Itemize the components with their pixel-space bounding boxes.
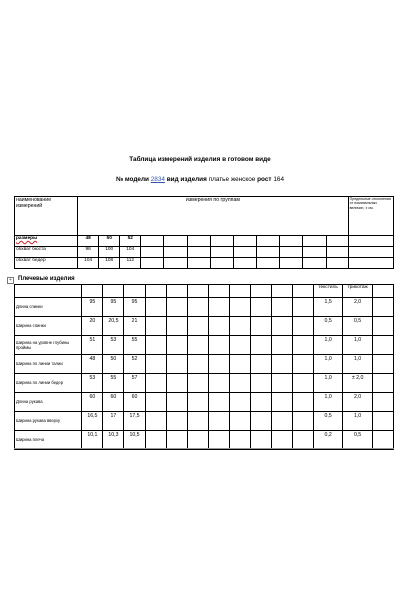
empty-cell: [187, 258, 210, 269]
empty-cell: [271, 431, 292, 450]
value-cell: 51: [82, 336, 103, 355]
empty-cell: [187, 393, 208, 412]
row-name: Ширина по линии бедер: [15, 374, 82, 393]
empty-cell: [208, 336, 229, 355]
empty-cell: [141, 236, 164, 247]
type-label: вид изделия: [166, 176, 207, 183]
empty-cell: [372, 298, 393, 317]
empty-cell: [166, 412, 187, 431]
empty-cell: [372, 285, 393, 298]
empty-cell: [229, 412, 250, 431]
empty-cell: [303, 258, 326, 269]
empty-cell: [229, 285, 250, 298]
empty-cell: [250, 374, 271, 393]
textile-header: текстиль: [313, 285, 342, 298]
value-cell: 20,5: [103, 317, 124, 336]
empty-cell: [145, 355, 166, 374]
empty-cell: [187, 355, 208, 374]
empty-cell: [187, 317, 208, 336]
groups-header: измерения по группам: [78, 197, 349, 236]
empty-cell: [271, 412, 292, 431]
table-row: [15, 247, 394, 258]
section-header-row: [15, 285, 394, 298]
value-cell: 10,5: [124, 431, 145, 450]
value-cell: 17,5: [124, 412, 145, 431]
empty-cell: [292, 355, 313, 374]
empty-cell: [166, 355, 187, 374]
empty-cell: [271, 336, 292, 355]
sizes-row: [15, 236, 394, 247]
empty-cell: [348, 258, 393, 269]
empty-cell: [250, 431, 271, 450]
empty-cell: [208, 412, 229, 431]
empty-cell: [208, 431, 229, 450]
empty-cell: [292, 393, 313, 412]
empty-cell: [229, 431, 250, 450]
value-cell: 96: [78, 247, 99, 258]
empty-cell: [372, 412, 393, 431]
value-cell: 53: [82, 374, 103, 393]
table-move-handle[interactable]: +: [7, 277, 14, 284]
value-cell: 21: [124, 317, 145, 336]
empty-cell: [348, 247, 393, 258]
empty-cell: [166, 317, 187, 336]
knit-tolerance: ± 2,0: [343, 374, 372, 393]
empty-cell: [187, 431, 208, 450]
empty-cell: [250, 317, 271, 336]
empty-cell: [164, 236, 187, 247]
empty-cell: [292, 412, 313, 431]
empty-cell: [145, 317, 166, 336]
empty-cell: [210, 258, 233, 269]
model-number: 2834: [150, 176, 165, 183]
value-cell: 60: [124, 393, 145, 412]
textile-tolerance: 0,5: [313, 317, 342, 336]
empty-cell: [250, 355, 271, 374]
empty-cell: [280, 247, 303, 258]
value-cell: 60: [82, 393, 103, 412]
empty-cell: [257, 236, 280, 247]
empty-cell: [229, 317, 250, 336]
value-cell: 100: [99, 247, 120, 258]
empty-cell: [166, 374, 187, 393]
shoulder-garments-table: [14, 284, 394, 450]
empty-cell: [141, 247, 164, 258]
empty-cell: [187, 336, 208, 355]
empty-cell: [250, 285, 271, 298]
row-name: Ширина рукава вверху: [15, 412, 82, 431]
row-name: обхват бедер: [15, 258, 78, 269]
empty-cell: [141, 258, 164, 269]
size-cell: 48: [78, 236, 99, 247]
table-row: [15, 393, 394, 412]
empty-cell: [271, 355, 292, 374]
textile-tolerance: 1,0: [313, 374, 342, 393]
empty-cell: [145, 374, 166, 393]
empty-cell: [326, 236, 348, 247]
empty-cell: [208, 393, 229, 412]
value-cell: 10,3: [103, 431, 124, 450]
knit-tolerance: 2,0: [343, 298, 372, 317]
empty-cell: [208, 285, 229, 298]
model-line: [0, 176, 400, 183]
empty-cell: [145, 285, 166, 298]
empty-cell: [280, 258, 303, 269]
table-row: [15, 374, 394, 393]
textile-tolerance: 0,2: [313, 431, 342, 450]
empty-cell: [250, 298, 271, 317]
empty-cell: [372, 336, 393, 355]
empty-cell: [103, 285, 124, 298]
table-header-row: [15, 197, 394, 236]
textile-tolerance: 1,0: [313, 355, 342, 374]
empty-cell: [166, 393, 187, 412]
empty-cell: [372, 374, 393, 393]
empty-cell: [208, 374, 229, 393]
value-cell: 60: [103, 393, 124, 412]
name-header: наименование измерений: [15, 197, 78, 236]
empty-cell: [271, 285, 292, 298]
empty-cell: [208, 298, 229, 317]
empty-cell: [229, 336, 250, 355]
row-name: Длина спинки: [15, 298, 82, 317]
empty-cell: [229, 298, 250, 317]
row-name: Длина рукава: [15, 393, 82, 412]
empty-cell: [303, 247, 326, 258]
empty-cell: [233, 247, 256, 258]
value-cell: 95: [103, 298, 124, 317]
empty-cell: [326, 247, 348, 258]
value-cell: 48: [82, 355, 103, 374]
empty-cell: [229, 393, 250, 412]
value-cell: 95: [82, 298, 103, 317]
knit-tolerance: 1,0: [343, 336, 372, 355]
size-cell: 50: [99, 236, 120, 247]
empty-cell: [82, 285, 103, 298]
empty-cell: [326, 258, 348, 269]
empty-cell: [187, 412, 208, 431]
empty-cell: [372, 317, 393, 336]
row-name: Ширина спинки: [15, 317, 82, 336]
value-cell: 95: [124, 298, 145, 317]
empty-cell: [208, 317, 229, 336]
empty-cell: [208, 355, 229, 374]
knit-header: трикотаж: [343, 285, 372, 298]
empty-cell: [250, 412, 271, 431]
knit-tolerance: 1,0: [343, 412, 372, 431]
size-cell: 52: [120, 236, 141, 247]
value-cell: 20: [82, 317, 103, 336]
empty-cell: [372, 431, 393, 450]
empty-cell: [187, 247, 210, 258]
empty-cell: [145, 336, 166, 355]
empty-cell: [372, 355, 393, 374]
textile-tolerance: 1,5: [313, 298, 342, 317]
value-cell: 55: [103, 374, 124, 393]
knit-tolerance: 0,5: [343, 317, 372, 336]
table-row: [15, 336, 394, 355]
knit-tolerance: 1,0: [343, 355, 372, 374]
empty-cell: [166, 285, 187, 298]
row-name: Ширина плеча: [15, 431, 82, 450]
tolerance-header: Предельные отклонения от номинальных величин, ± см.: [348, 197, 393, 236]
value-cell: 57: [124, 374, 145, 393]
table-row: [15, 317, 394, 336]
empty-cell: [292, 317, 313, 336]
empty-cell: [271, 317, 292, 336]
empty-cell: [348, 236, 393, 247]
value-cell: 55: [124, 336, 145, 355]
empty-cell: [292, 374, 313, 393]
empty-cell: [166, 431, 187, 450]
page-bottom-rule: [14, 448, 394, 449]
empty-cell: [250, 393, 271, 412]
empty-cell: [292, 336, 313, 355]
textile-tolerance: 1,0: [313, 393, 342, 412]
empty-cell: [271, 393, 292, 412]
row-name: Ширина по линии талии: [15, 355, 82, 374]
empty-cell: [187, 298, 208, 317]
textile-tolerance: 1,0: [313, 336, 342, 355]
empty-cell: [166, 298, 187, 317]
empty-cell: [229, 355, 250, 374]
value-cell: 50: [103, 355, 124, 374]
empty-cell: [145, 412, 166, 431]
value-cell: 17: [103, 412, 124, 431]
empty-cell: [271, 374, 292, 393]
empty-cell: [15, 285, 82, 298]
empty-cell: [164, 247, 187, 258]
empty-cell: [250, 336, 271, 355]
section-title: Плечевые изделия: [18, 276, 75, 282]
document-title: Таблица измерений изделия в готовом виде: [129, 156, 271, 163]
knit-tolerance: 0,5: [343, 431, 372, 450]
table-row: [15, 258, 394, 269]
empty-cell: [292, 431, 313, 450]
value-cell: 52: [124, 355, 145, 374]
empty-cell: [124, 285, 145, 298]
value-cell: 112: [120, 258, 141, 269]
empty-cell: [280, 236, 303, 247]
sizes-label: размеры: [15, 236, 78, 247]
value-cell: 108: [99, 258, 120, 269]
model-label: № модели: [115, 176, 149, 183]
value-cell: 53: [103, 336, 124, 355]
table-row: [15, 298, 394, 317]
knit-tolerance: 2,0: [343, 393, 372, 412]
empty-cell: [187, 236, 210, 247]
empty-cell: [257, 247, 280, 258]
empty-cell: [257, 258, 280, 269]
empty-cell: [187, 374, 208, 393]
value-cell: 104: [120, 247, 141, 258]
empty-cell: [210, 247, 233, 258]
height-value: 164: [273, 176, 285, 183]
empty-cell: [271, 298, 292, 317]
empty-cell: [233, 258, 256, 269]
empty-cell: [292, 285, 313, 298]
empty-cell: [292, 298, 313, 317]
empty-cell: [187, 285, 208, 298]
textile-tolerance: 0,5: [313, 412, 342, 431]
empty-cell: [229, 374, 250, 393]
empty-cell: [145, 298, 166, 317]
empty-cell: [233, 236, 256, 247]
measurements-table: [14, 196, 394, 269]
table-row: [15, 412, 394, 431]
empty-cell: [372, 393, 393, 412]
value-cell: 104: [78, 258, 99, 269]
empty-cell: [145, 431, 166, 450]
table-row: [15, 431, 394, 450]
empty-cell: [145, 393, 166, 412]
empty-cell: [210, 236, 233, 247]
empty-cell: [303, 236, 326, 247]
row-name: Ширина на уровне глубины проймы: [15, 336, 82, 355]
empty-cell: [166, 336, 187, 355]
empty-cell: [164, 258, 187, 269]
type-value: платье женское: [208, 176, 256, 183]
value-cell: 10,1: [82, 431, 103, 450]
row-name: обхват бюста: [15, 247, 78, 258]
table-row: [15, 355, 394, 374]
value-cell: 16,5: [82, 412, 103, 431]
height-label: рост: [257, 176, 272, 183]
